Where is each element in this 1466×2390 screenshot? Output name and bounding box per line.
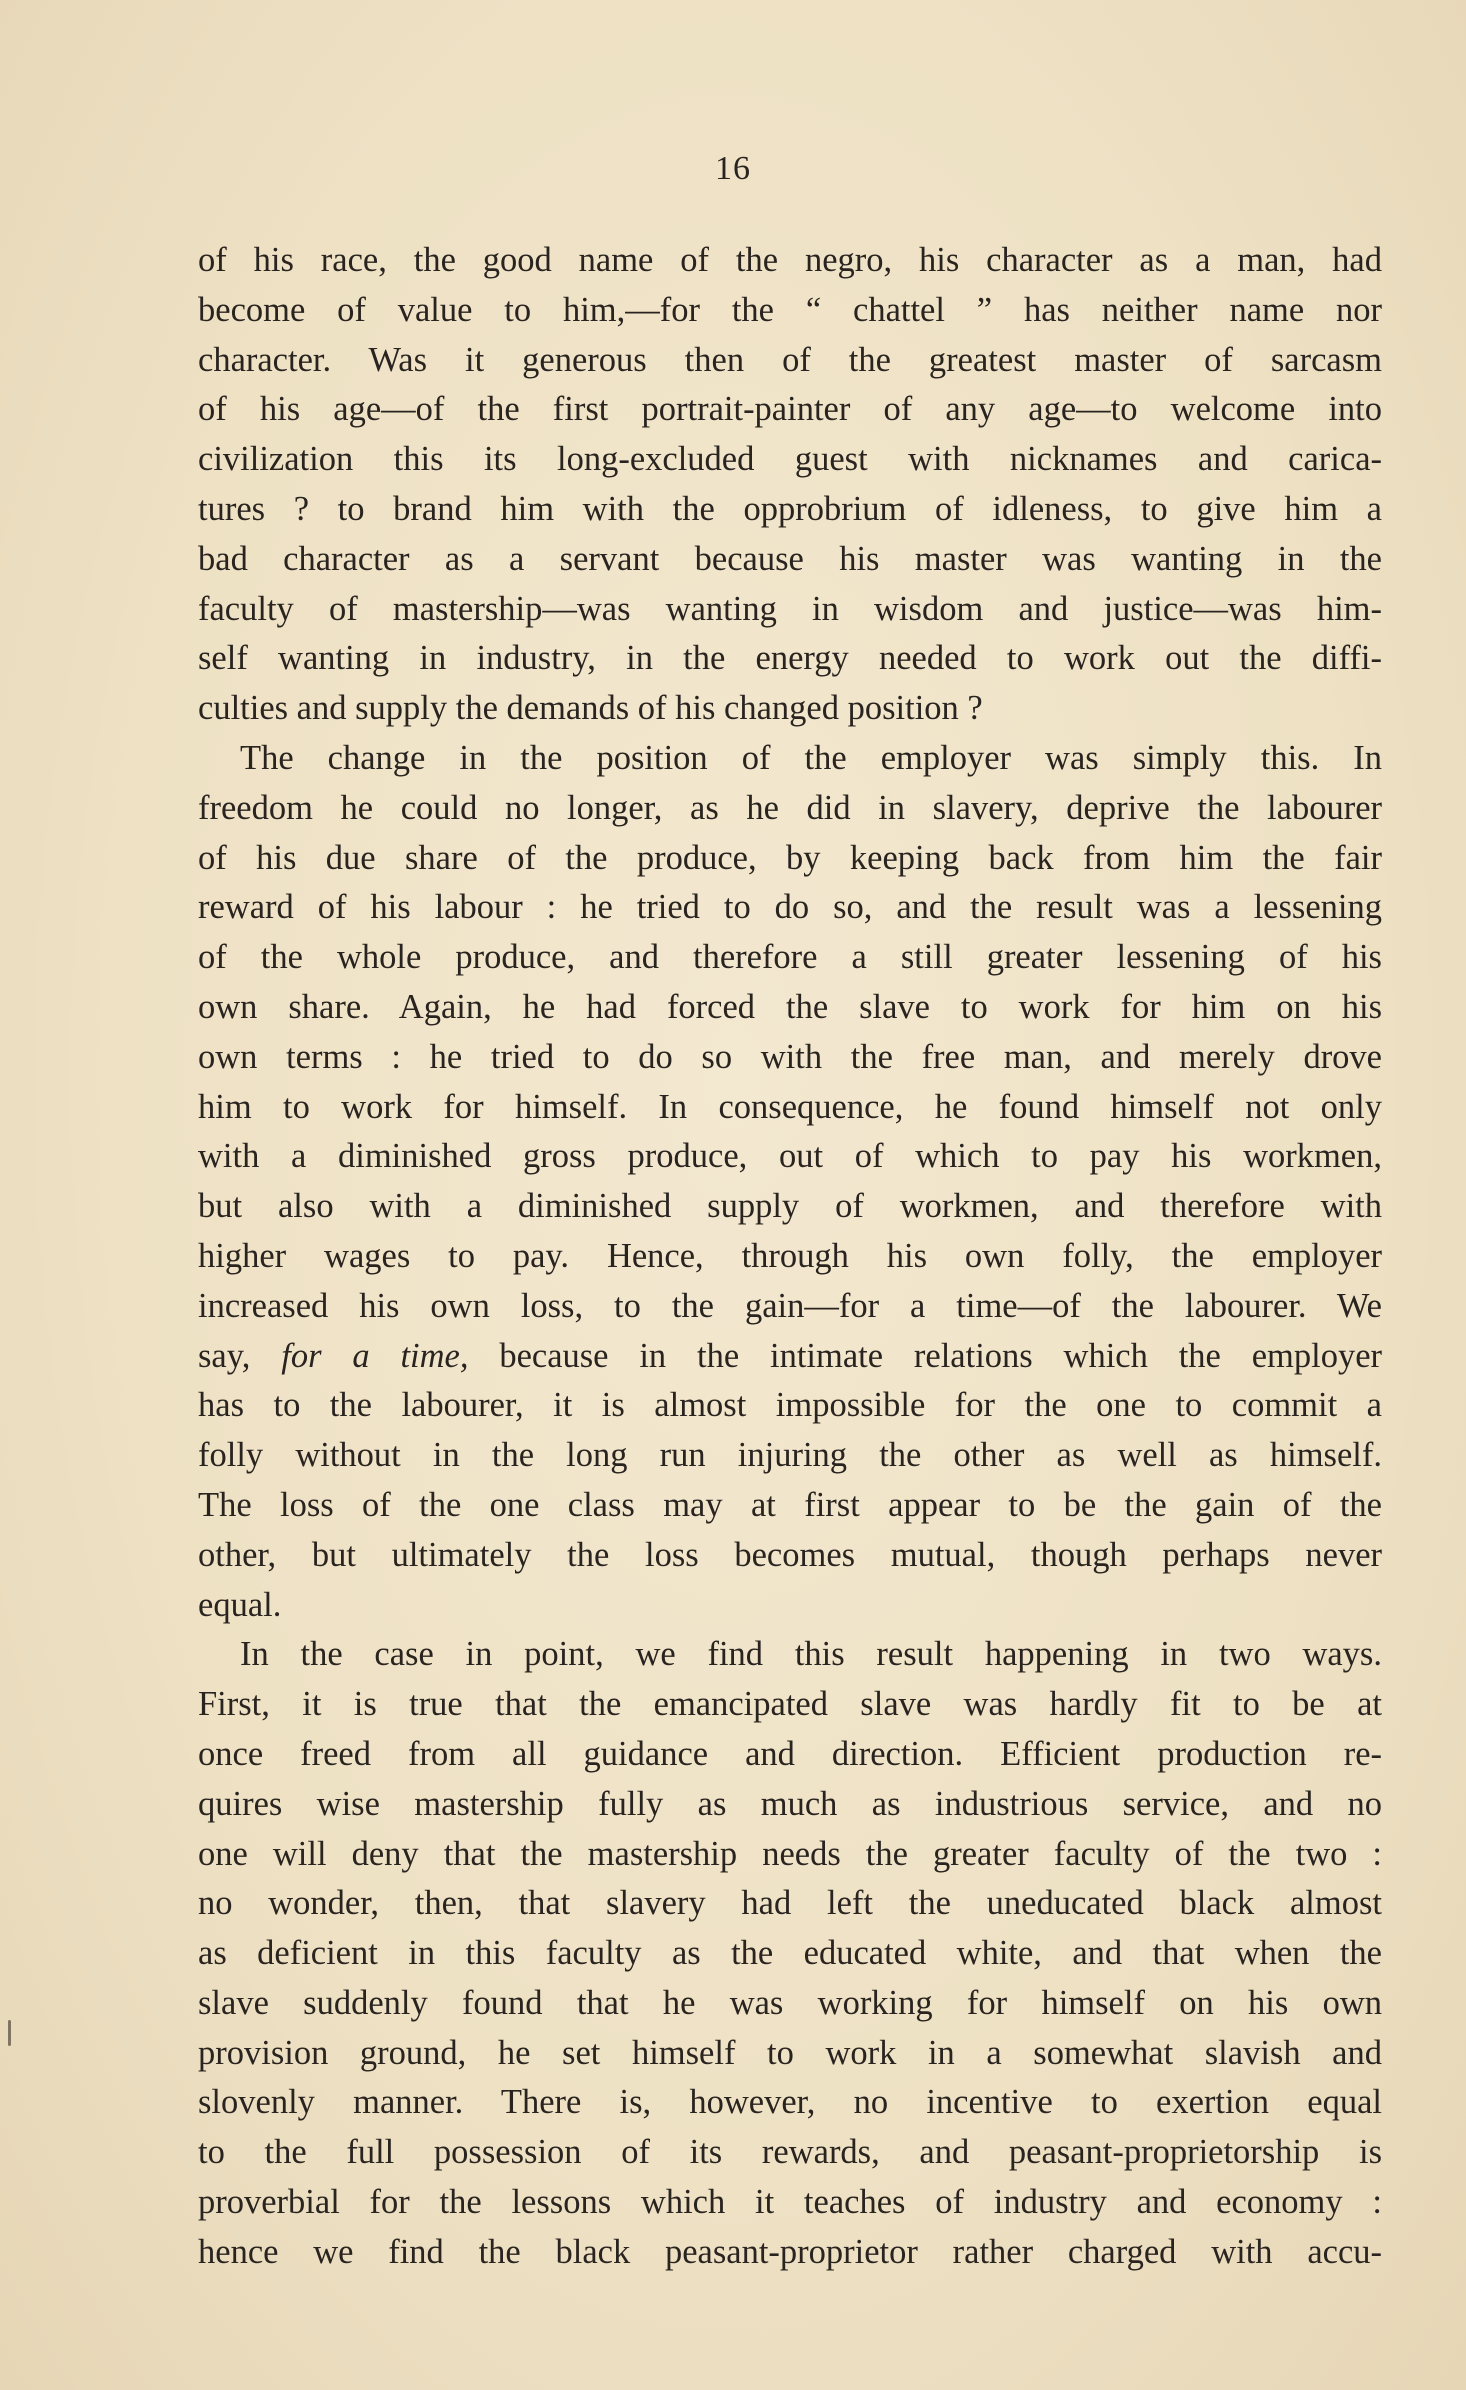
text-line: has to the labourer, it is almost impossible for the one to commit a bbox=[198, 1386, 1382, 1425]
text-line: own share. Again, he had forced the slave to work for him on his bbox=[198, 987, 1382, 1026]
text-line: to the full possession of its rewards, and peasant-proprietorship is bbox=[198, 2133, 1382, 2172]
text-line: equal. bbox=[198, 1585, 282, 1624]
text-line: no wonder, then, that slavery had left the uneducated black almost bbox=[198, 1884, 1382, 1923]
text-line: one will deny that the mastership needs the greater faculty of the two : bbox=[198, 1834, 1382, 1873]
text-fragment: say, bbox=[198, 1336, 282, 1375]
text-line: hence we find the black peasant-proprietor rather charged with accu- bbox=[198, 2232, 1382, 2271]
text-line: once freed from all guidance and direction. Efficient production re- bbox=[198, 1734, 1382, 1773]
italic-phrase: for a time, bbox=[281, 1336, 469, 1375]
text-line: increased his own loss, to the gain—for a time—of the labourer. We bbox=[198, 1286, 1382, 1325]
text-line: quires wise mastership fully as much as industrious service, and no bbox=[198, 1784, 1382, 1823]
text-line: of the whole produce, and therefore a still greater lessening of his bbox=[198, 938, 1382, 977]
text-line: culties and supply the demands of his changed position ? bbox=[198, 689, 983, 728]
text-line: slave suddenly found that he was working for himself on his own bbox=[198, 1983, 1382, 2022]
text-line: other, but ultimately the loss becomes mutual, though perhaps never bbox=[198, 1535, 1382, 1574]
text-fragment: because in the intimate relations which the employer bbox=[468, 1336, 1382, 1375]
text-line: tures ? to brand him with the opprobrium of idleness, to give him a bbox=[198, 489, 1382, 528]
text-line: bad character as a servant because his master was wanting in the bbox=[198, 539, 1382, 578]
text-line: reward of his labour : he tried to do so, and the result was a lessening bbox=[198, 888, 1382, 927]
text-line: First, it is true that the emancipated slave was hardly fit to be at bbox=[198, 1685, 1382, 1724]
page-number: 16 bbox=[715, 150, 751, 187]
text-line: The change in the position of the employer was simply this. In bbox=[240, 738, 1382, 777]
text-line: The loss of the one class may at first appear to be the gain of the bbox=[198, 1485, 1382, 1524]
text-line: freedom he could no longer, as he did in slavery, deprive the labourer bbox=[198, 788, 1382, 827]
text-line: higher wages to pay. Hence, through his own folly, the employer bbox=[198, 1236, 1382, 1275]
text-line: character. Was it generous then of the greatest master of sarcasm bbox=[198, 340, 1382, 379]
text-line: of his due share of the produce, by keeping back from him the fair bbox=[198, 838, 1382, 877]
text-line: self wanting in industry, in the energy needed to work out the diffi- bbox=[198, 639, 1382, 678]
text-line: faculty of mastership—was wanting in wisdom and justice—was him- bbox=[198, 589, 1382, 628]
text-line: In the case in point, we find this result happening in two ways. bbox=[240, 1635, 1382, 1674]
text-line: of his race, the good name of the negro, his character as a man, had bbox=[198, 241, 1382, 279]
body-text bbox=[198, 236, 1382, 2278]
text-line: but also with a diminished supply of workmen, and therefore with bbox=[198, 1187, 1382, 1226]
text-line: folly without in the long run injuring the other as well as himself. bbox=[198, 1436, 1382, 1475]
text-line: with a diminished gross produce, out of which to pay his workmen, bbox=[198, 1137, 1382, 1176]
text-line bbox=[198, 1332, 1382, 1382]
text-line: proverbial for the lessons which it teaches of industry and economy : bbox=[198, 2183, 1382, 2222]
text-line: him to work for himself. In consequence, he found himself not only bbox=[198, 1087, 1382, 1126]
text-line: own terms : he tried to do so with the free man, and merely drove bbox=[198, 1037, 1382, 1076]
text-line: as deficient in this faculty as the educated white, and that when the bbox=[198, 1934, 1382, 1973]
text-line: civilization this its long-excluded guest with nicknames and carica- bbox=[198, 440, 1382, 479]
text-line: of his age—of the first portrait-painter of any age—to welcome into bbox=[198, 390, 1382, 429]
text-line: provision ground, he set himself to work in a somewhat slavish and bbox=[198, 2033, 1382, 2072]
page-mark bbox=[8, 2020, 11, 2046]
text-line: slovenly manner. There is, however, no incentive to exertion equal bbox=[198, 2083, 1382, 2122]
text-line: become of value to him,—for the “ chattel ” has neither name nor bbox=[198, 290, 1382, 329]
